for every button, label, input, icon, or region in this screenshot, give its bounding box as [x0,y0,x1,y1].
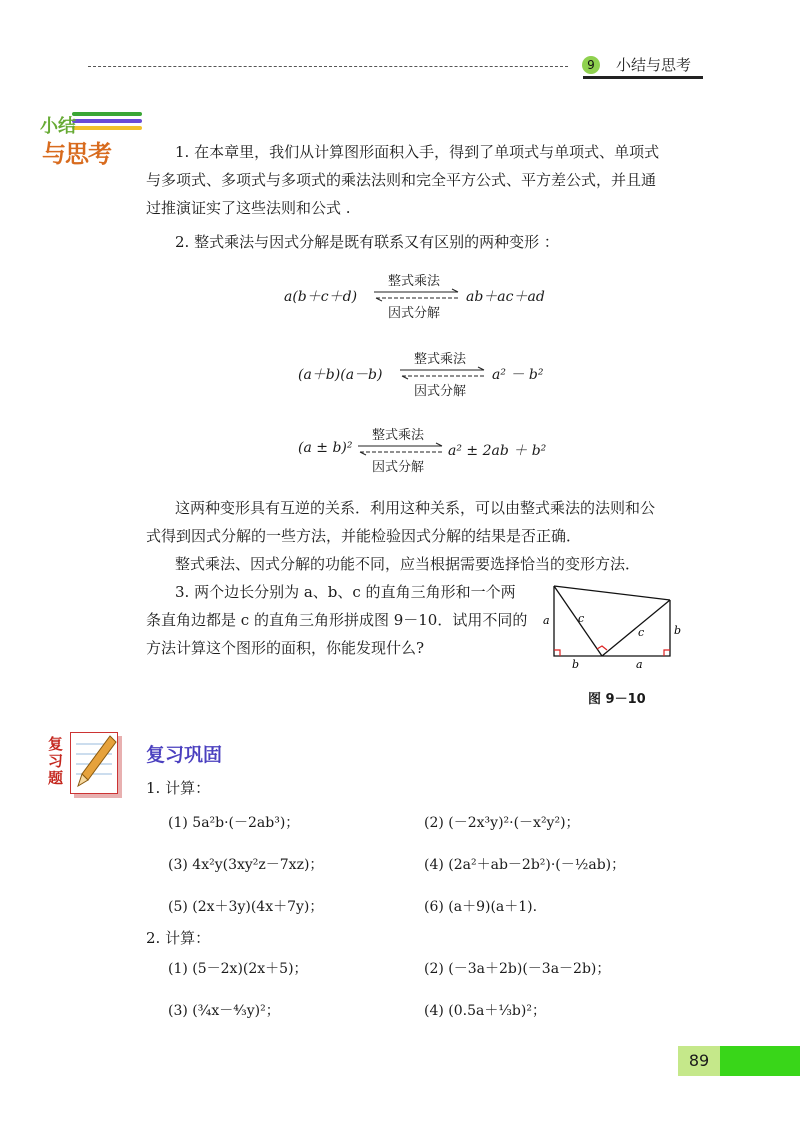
summary-logo [40,110,144,166]
chapter-title: 小结与思考 [616,56,692,74]
q2-item-3: (3) (¾x－⁴⁄₃y)²； [168,1003,280,1019]
logo-text-2: 与思考 [42,140,111,168]
fig-label-c-left: c [578,612,585,625]
header-bar [583,76,703,79]
fig-label-a-left: a [543,614,550,627]
formula3-left: (a ± b)² [298,440,353,456]
p2-text: 2. 整式乘法与因式分解是既有联系又有区别的两种变形 ： [175,233,559,251]
fig-label-c-right: c [638,626,645,639]
p5-line1: 3. 两个边长分别为 a、b、c 的直角三角形和一个两 [175,583,516,601]
formula1-arrows [372,288,462,302]
figure-9-10 [540,580,690,670]
q1-item-4: (4) (2a²＋ab－2b²)·(－½ab)； [424,857,626,873]
q1-item-6: (6) (a＋9)(a＋1). [424,899,538,915]
formula2-top-label: 整式乘法 [414,352,467,367]
page-number: 89 [678,1046,720,1076]
pencil-icon [70,734,118,792]
q2-item-2: (2) (－3a＋2b)(－3a－2b)； [424,961,611,977]
p3-line1: 这两种变形具有互逆的关系．利用这种关系，可以由整式乘法的法则和公 [175,499,656,517]
page-number-bar [720,1046,800,1076]
formula2-left: (a＋b)(a－b) [298,367,383,383]
fig-label-a-bottom: a [636,658,643,670]
figure-caption: 图 9－10 [588,692,646,707]
p1-line3: 过推演证实了这些法则和公式 . [146,199,351,217]
chapter-number-badge: 9 [582,56,600,74]
q2-label: 2. 计算： [146,929,211,947]
logo-text-1: 小结 [40,116,76,137]
p5-line3: 方法计算这个图形的面积，你能发现什么? [146,639,425,657]
formula2-arrows [398,366,488,380]
q2-item-1: (1) (5－2x)(2x＋5)； [168,961,308,977]
formula1-top-label: 整式乘法 [388,274,441,289]
p1-line1: 1. 在本章里，我们从计算图形面积入手，得到了单项式与单项式、单项式 [175,143,660,161]
p3-line2: 式得到因式分解的一些方法，并能检验因式分解的结果是否正确． [146,527,582,545]
q1-item-2: (2) (－2x³y)²·(－x²y²)； [424,815,580,831]
q2-item-4: (4) (0.5a＋⅓b)²； [424,1003,546,1019]
formula3-top-label: 整式乘法 [372,428,425,443]
formula2-bottom-label: 因式分解 [414,384,467,399]
formula1-left: a(b＋c＋d) [284,289,358,305]
review-title: 复习巩固 [146,744,223,766]
header-divider [88,66,568,67]
p5-line2: 条直角边都是 c 的直角三角形拼成图 9－10．试用不同的 [146,611,528,629]
formula1-right: ab＋ac＋ad [466,289,545,305]
fig-label-b-right: b [674,624,682,637]
formula2-right: a² － b² [492,367,544,383]
p1-line2: 与多项式、多项式与多项式的乘法法则和完全平方公式、平方差公式，并且通 [146,171,657,189]
q1-item-3: (3) 4x²y(3xy²z－7xz)； [168,857,324,873]
p4-text: 整式乘法、因式分解的功能不同，应当根据需要选择恰当的变形方法． [175,555,641,573]
fig-label-b-bottom: b [572,658,580,670]
q1-label: 1. 计算： [146,779,211,797]
formula3-right: a² ± 2ab ＋ b² [448,443,547,459]
q1-item-5: (5) (2x＋3y)(4x＋7y)； [168,899,324,915]
formula3-bottom-label: 因式分解 [372,460,425,475]
review-icon [48,732,126,798]
q1-item-1: (1) 5a²b·(－2ab³)； [168,815,300,831]
formula3-arrows [356,442,446,456]
formula1-bottom-label: 因式分解 [388,306,441,321]
review-icon-text: 复习题 [48,735,64,787]
